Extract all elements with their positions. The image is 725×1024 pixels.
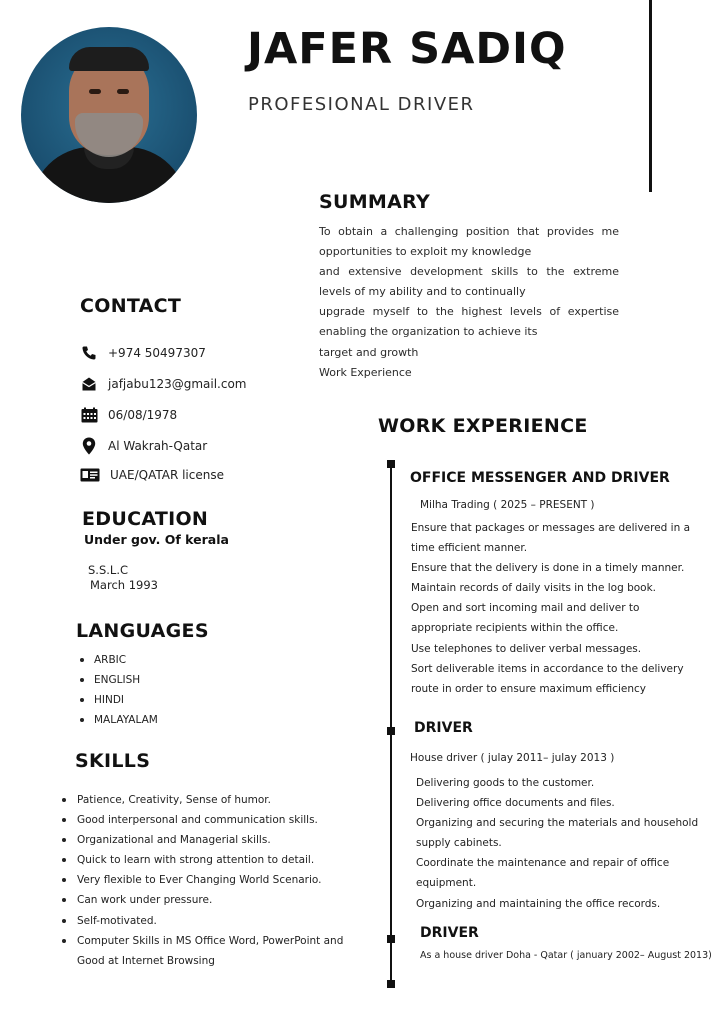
contact-license [80,465,224,485]
job-duty-line: Use telephones to deliver verbal messages. [411,642,642,655]
contact-email[interactable] [80,374,247,394]
summary-line: upgrade myself to the highest levels of expertise [319,305,619,319]
profile-photo [21,27,197,203]
job-duty-line: appropriate recipients within the office. [411,622,619,635]
calendar-icon [80,406,98,424]
skill-item: Patience, Creativity, Sense of humor. [62,790,352,810]
job-duty-line: Maintain records of daily visits in the log book. [411,582,657,595]
license-icon [80,466,100,484]
summary-heading: SUMMARY [319,191,431,213]
contact-heading: CONTACT [80,295,182,317]
timeline-marker [387,460,395,468]
job-duty-line: Coordinate the maintenance and repair of office [416,857,670,870]
summary-line: target and growth [319,345,419,359]
location: Al Wakrah-Qatar [108,439,208,453]
job-duties [416,773,721,914]
summary-line: opportunities to exploit my knowledge [319,245,532,259]
phone-number: +974 50497307 [108,346,206,360]
job-duty-line: Ensure that the delivery is done in a timely manner. [411,562,685,575]
license: UAE/QATAR license [110,468,224,482]
skill-item: Computer Skills in MS Office Word, PowerPoint and Good at Internet Browsing [62,931,352,971]
education-institution: Under gov. Of kerala [84,532,229,547]
summary-line: enabling the organization to achieve its [319,325,538,339]
job-title: OFFICE MESSENGER AND DRIVER [410,470,670,486]
email-icon [80,375,98,393]
candidate-title: PROFESIONAL DRIVER [248,94,475,115]
job-title: DRIVER [414,720,473,736]
job-duty-line: Delivering office documents and files. [416,797,615,810]
language-item: ENGLISH [80,670,158,690]
summary-line: To obtain a challenging position that provides me [319,225,619,238]
job-duty-line: Sort deliverable items in accordance to the delivery [411,662,684,675]
job-employer-dates: House driver ( julay 2011– julay 2013 ) [410,752,615,764]
skill-item: Good interpersonal and communication skills. [62,810,352,830]
timeline-marker [387,727,395,735]
language-item: ARBIC [80,650,158,670]
skill-item: Quick to learn with strong attention to detail. [62,850,352,870]
contact-location [80,436,207,456]
birthdate: 06/08/1978 [108,408,178,422]
job-duty-line: time efficient manner. [411,542,528,555]
skill-item: Very flexible to Ever Changing World Scenario. [62,870,352,890]
job-duty-line: route in order to ensure maximum efficiency [411,682,646,695]
job-employer-dates: Milha Trading ( 2025 – PRESENT ) [420,499,595,511]
candidate-name: JAFER SADIQ [247,24,567,74]
skills-list [62,790,352,971]
timeline-line [390,462,392,988]
phone-icon [80,344,98,362]
job-duty-line: Organizing and maintaining the office records. [416,897,661,910]
job-duty-line: Delivering goods to the customer. [416,777,595,789]
languages-heading: LANGUAGES [76,620,209,642]
job-duty-line: Organizing and securing the materials and household [416,817,699,830]
summary-line: Work Experience [319,365,412,379]
education-heading: EDUCATION [82,508,209,530]
job-duties [411,518,711,699]
job-duty-line: Ensure that packages or messages are delivered in a [411,522,691,534]
work-experience-heading: WORK EXPERIENCE [378,415,588,437]
skills-heading: SKILLS [75,750,151,772]
job-duty-line: supply cabinets. [416,837,502,850]
summary-line: levels of my ability and to continually [319,285,526,299]
email-address: jafjabu123@gmail.com [108,377,247,391]
job-title: DRIVER [420,925,479,941]
education-date: March 1993 [90,578,158,592]
skill-item: Can work under pressure. [62,890,352,910]
skill-item: Self-motivated. [62,911,352,931]
header-divider [649,0,652,192]
job-duty-line: equipment. [416,877,477,890]
timeline-marker [387,980,395,988]
contact-birthdate [80,405,177,425]
summary-line: and extensive development skills to the extreme [319,265,619,279]
location-icon [80,437,98,455]
language-item: HINDI [80,690,158,710]
languages-list [80,650,158,730]
education-qualification: S.S.L.C [88,563,129,577]
job-duty-line: Open and sort incoming mail and deliver to [411,602,640,615]
job-employer-dates: As a house driver Doha - Qatar ( january 2002– August 2013) [420,950,712,961]
skill-item: Organizational and Managerial skills. [62,830,352,850]
contact-phone[interactable] [80,343,206,363]
timeline-marker [387,935,395,943]
summary-text [319,222,619,383]
language-item: MALAYALAM [80,710,158,730]
